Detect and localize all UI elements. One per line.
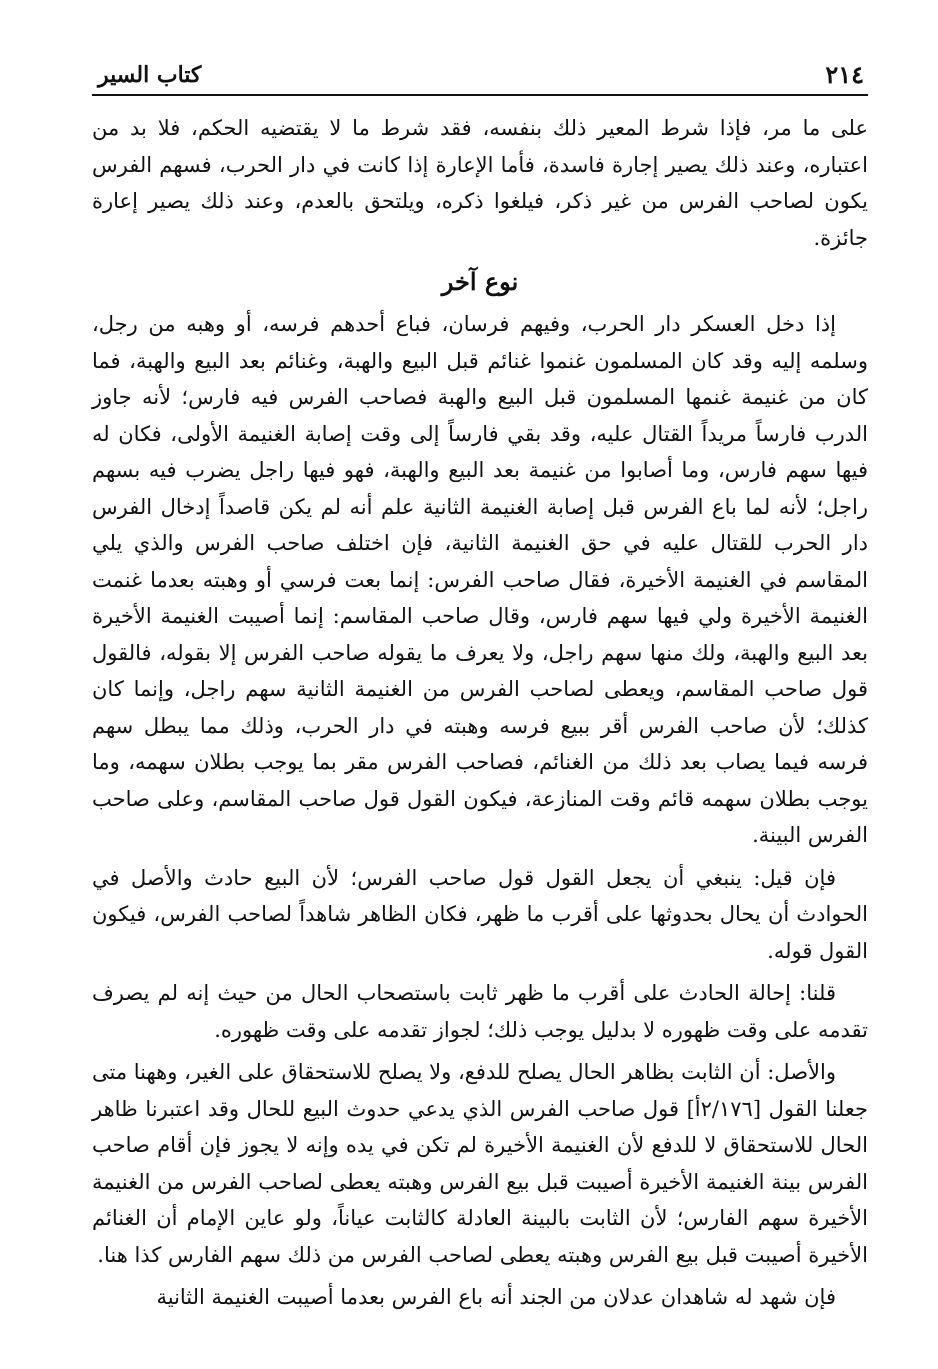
paragraph-3: فإن قيل: ينبغي أن يجعل القول قول صاحب الفرس؛ لأن البيع حادث والأصل في الحوادث أن يحال بحدوثها على أقرب ما ظهر، فكان الظاهر شاهداً لصاحب الفرس، فيكون القول قوله. (92, 865, 868, 963)
paragraph-1: على ما مر، فإذا شرط المعير ذلك بنفسه، فقد شرط ما لا يقتضيه الحكم، فلا بد من اعتباره، وعند ذلك يصير إجارة فاسدة، فأما الإعارة إذا كانت في دار الحرب، فسهم الفرس يكون لصاحب الفرس من غير ذكر، فيلغوا ذكره، ويلتحق بالعدم، وعند ذلك يصير إعارة جائزة. (92, 116, 868, 250)
page-body (92, 110, 868, 1322)
page-number: ٢١٤ (825, 60, 864, 89)
paragraph-2: إذا دخل العسكر دار الحرب، وفيهم فرسان، فباع أحدهم فرسه، أو وهبه من رجل، وسلمه إليه وقد كان المسلمون غنموا غنائم قبل البيع والهبة، وغنائم بعد البيع والهبة، فما كان من غنيمة غنمها المسلمون قبل البيع والهبة فصاحب الفرس فيه فارس؛ لأنه جاوز الدرب فارساً مريداً القتال عليه، وقد بقي فارساً إلى وقت إصابة الغنيمة الأولى، فكان له فيها سهم فارس، وما أصابوا من غنيمة بعد البيع والهبة، فهو فيها راجل يضرب فيه بسهم راجل؛ لأنه لما باع الفرس قبل إصابة الغنيمة الثانية علم أنه لم يكن قاصداً إدخال الفرس دار الحرب للقتال عليه في حق الغنيمة الثانية، فإن اختلف صاحب الفرس والذي يلي المقاسم في الغنيمة الأخيرة، فقال صاحب الفرس: إنما بعت فرسي أو وهبته بعدما غنمت الغنيمة الأخيرة ولي فيها سهم فارس، وقال صاحب المقاسم: إنما أصيبت الغنيمة الأخيرة بعد البيع والهبة، ولك منها سهم راجل، ولا يعرف ما يقوله صاحب الفرس إلا بقوله، فالقول قول صاحب المقاسم، ويعطى لصاحب الفرس من الغنيمة الثانية سهم راجل، وإنما كان كذلك؛ لأن صاحب الفرس أقر ببيع فرسه وهبته في دار الحرب، وذلك مما يبطل سهم فرسه فيما يصاب بعد ذلك من الغنائم، فصاحب الفرس مقر بما يوجب بطلان سهمه، وما يوجب بطلان سهمه قائم وقت المنازعة، فيكون القول قول صاحب المقاسم، وعلى صاحب الفرس البينة. (92, 312, 868, 847)
paragraph-6: فإن شهد له شاهدان عدلان من الجند أنه باع الفرس بعدما أصيبت الغنيمة الثانية (156, 1285, 836, 1309)
paragraph-4: قلنا: إحالة الحادث على أقرب ما ظهر ثابت باستصحاب الحال من حيث إنه لم يصرف تقدمه على وقت ظهوره لا بدليل يوجب ذلك؛ لجواز تقدمه على وقت ظهوره. (92, 981, 868, 1042)
section-heading: نوع آخر (441, 267, 519, 296)
page-header (92, 54, 868, 96)
book-title: كتاب السير (98, 62, 202, 88)
paragraph-5: والأصل: أن الثابت بظاهر الحال يصلح للدفع، ولا يصلح للاستحقاق على الغير، وههنا متى جعلنا القول [٢/١٧٦أ] قول صاحب الفرس الذي يدعي حدوث البيع للحال وقد اعتبرنا ظاهر الحال للاستحقاق لا للدفع لأن الغنيمة الأخيرة لم تكن في يده وإنه لا يجوز فإن أقام صاحب الفرس بينة الغنيمة الأخيرة أصيبت قبل بيع الفرس وهبته يعطى لصاحب الفرس من الغنيمة الأخيرة سهم الفارس؛ لأن الثابت بالبينة العادلة كالثابت عياناً، ولو عاين الإمام أن الغنائم الأخيرة أصيبت قبل بيع الفرس وهبته يعطى لصاحب الفرس من ذلك سهم الفارس كذا هنا. (92, 1060, 868, 1267)
